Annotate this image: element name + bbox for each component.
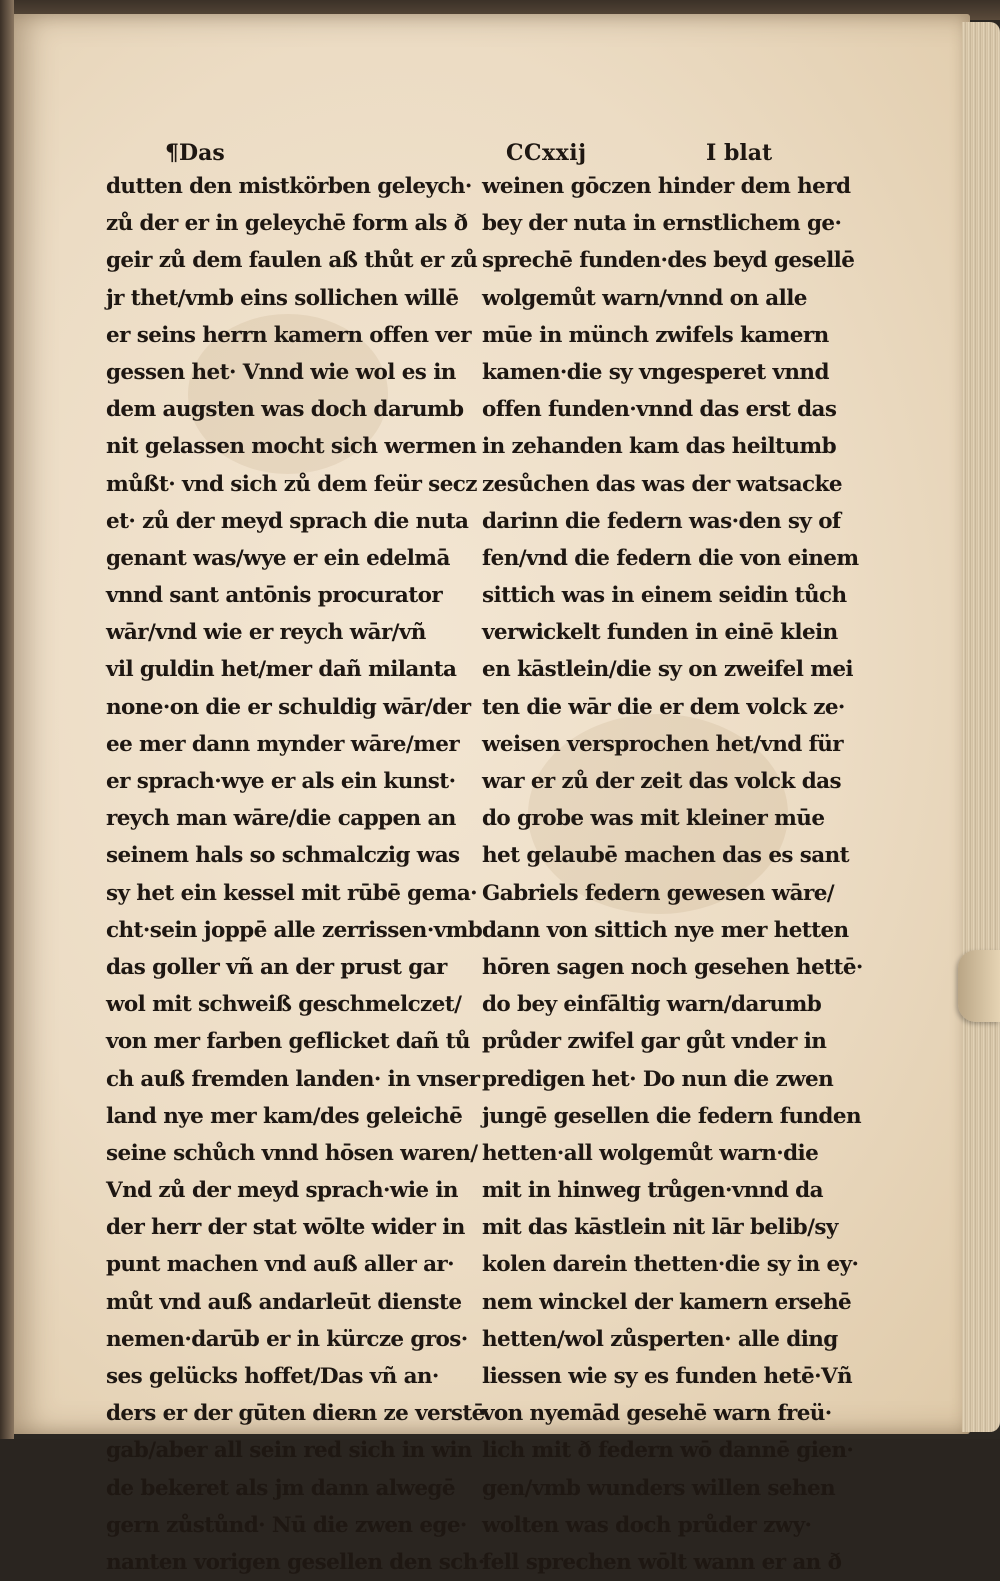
page-stack-edge [962,22,1000,1432]
text-line: gern zůstůnd· Nū die zwen ege· [106,1512,467,1538]
text-line: de bekeret als jm dann alwegē [106,1475,455,1501]
text-line: der herr der stat wōlte wider in [106,1215,465,1241]
text-line: ee mer dann mynder wāre/mer [106,731,460,757]
text-column-left [106,168,485,1581]
text-line: wār/vnd wie er reych wār/vñ [106,620,426,646]
text-line: wolgemůt warn/vnnd on alle [482,285,807,311]
text-line: fen/vnd die federn die von einem [482,545,859,571]
text-line: none·on die er schuldig wār/der [106,694,471,720]
text-line: gessen het· Vnnd wie wol es in [106,359,456,385]
text-line: ch auß fremden landen· in vnser [106,1066,480,1092]
text-line: dann von sittich nye mer hetten [482,917,849,943]
text-line: Vnd zů der meyd sprach·wie in [106,1178,458,1204]
header-blat-label: I blat [706,140,773,166]
text-line: hetten·all wolgemůt warn·die [482,1140,819,1166]
text-column-right [482,168,863,1581]
text-line: weinen gōczen hinder dem herd [482,174,851,199]
text-line: wol mit schweiß geschmelczet/ [106,992,462,1018]
text-line: nit gelassen mocht sich wermen [106,434,477,460]
page-tab-marker [958,950,1000,1022]
text-line: genant was/wye er ein edelmā [106,545,450,571]
text-line: mūe in münch zwifels kamern [482,322,829,348]
text-line: mit das kāstlein nit lār belib/sy [482,1215,838,1241]
text-line: nanten vorigen gesellen den sch· [106,1549,485,1575]
text-line: jr thet/vmb eins sollichen willē [106,285,459,311]
text-line: predigen het· Do nun die zwen [482,1066,834,1092]
text-line: zesůchen das was der watsacke [482,471,842,497]
text-line: fell sprechen wōlt wann er an ð [482,1549,842,1575]
text-line: punt machen vnd auß aller ar· [106,1252,455,1278]
text-line: sittich was in einem seidin tůch [482,583,847,609]
text-line: ten die wār die er dem volck ze· [482,694,845,720]
text-line: kamen·die sy vngesperet vnnd [482,359,829,385]
text-line: er seins herrn kamern offen ver [106,322,471,348]
text-line: darinn die federn was·den sy of [482,508,841,534]
book-gutter [0,0,14,1439]
text-line: seine schůch vnnd hōsen waren/ [106,1140,478,1166]
header-chapter-mark: ¶Das [165,140,225,166]
text-line: mit in hinweg trůgen·vnnd da [482,1178,823,1204]
text-line: do bey einfāltig warn/darumb [482,992,822,1018]
text-line: reych man wāre/die cappen an [106,806,456,832]
text-line: můßt· vnd sich zů dem feür secz [106,471,477,497]
text-line: dutten den mistkörben geleych· [106,174,472,199]
text-line: hōren sagen noch gesehen hettē· [482,954,863,980]
text-line: průder zwifel gar gůt vnder in [482,1029,827,1055]
text-line: das goller vñ an der prust gar [106,954,447,980]
text-line: sprechē funden·des beyd gesellē [482,248,855,274]
text-line: land nye mer kam/des geleichē [106,1103,463,1129]
text-line: het gelaubē machen das es sant [482,843,849,869]
text-line: gen/vmb wunders willen sehen [482,1475,836,1501]
text-line: ses gelücks hoffet/Das vñ an· [106,1364,439,1389]
text-line: gab/aber all sein red sich in win [106,1438,472,1464]
text-line: vil guldin het/mer dañ milanta [106,657,457,683]
text-line: zů der er in geleychē form als ð [106,211,468,237]
text-line: war er zů der zeit das volck das [482,769,841,794]
text-line: liessen wie sy es funden hetē·Vñ [482,1364,853,1389]
text-line: nemen·darūb er in kürcze gros· [106,1326,468,1352]
text-line: jungē gesellen die federn funden [482,1103,861,1129]
text-line: cht·sein joppē alle zerrissen·vmb [106,917,483,943]
text-line: do grobe was mit kleiner mūe [482,806,825,832]
text-line: weisen versprochen het/vnd für [482,731,844,757]
text-line: dem augsten was doch darumb [106,397,464,423]
text-line: lich mit ð federn wō dannē gien· [482,1438,854,1464]
text-line: er sprach·wye er als ein kunst· [106,769,456,794]
text-line: vnnd sant antōnis procurator [106,583,443,609]
text-line: wolten was doch průder zwy· [482,1512,812,1538]
text-line: offen funden·vnnd das erst das [482,397,837,423]
text-line: kolen darein thetten·die sy in ey· [482,1252,859,1278]
text-line: von mer farben geflicket dañ tů [106,1029,470,1055]
text-line: sy het ein kessel mit rūbē gema· [106,880,478,906]
text-line: ders er der gūten dieʀn ze verstē [106,1401,485,1427]
text-line: můt vnd auß andarleūt dienste [106,1289,462,1315]
text-line: et· zů der meyd sprach die nuta [106,508,469,534]
text-line: Gabriels federn gewesen wāre/ [482,880,835,906]
text-line: hetten/wol zůsperten· alle ding [482,1326,838,1352]
page-header [0,0,1000,180]
text-line: geir zů dem faulen aß thůt er zů [106,248,478,274]
text-line: von nyemād gesehē warn freü· [482,1401,832,1427]
text-line: en kāstlein/die sy on zweifel mei [482,657,854,683]
text-line: verwickelt funden in einē klein [482,620,838,646]
text-line: nem winckel der kamern ersehē [482,1289,852,1315]
text-line: in zehanden kam das heiltumb [482,434,837,460]
text-line: bey der nuta in ernstlichem ge· [482,211,842,237]
header-folio-number: CCxxij [506,140,587,166]
text-line: seinem hals so schmalczig was [106,843,460,869]
